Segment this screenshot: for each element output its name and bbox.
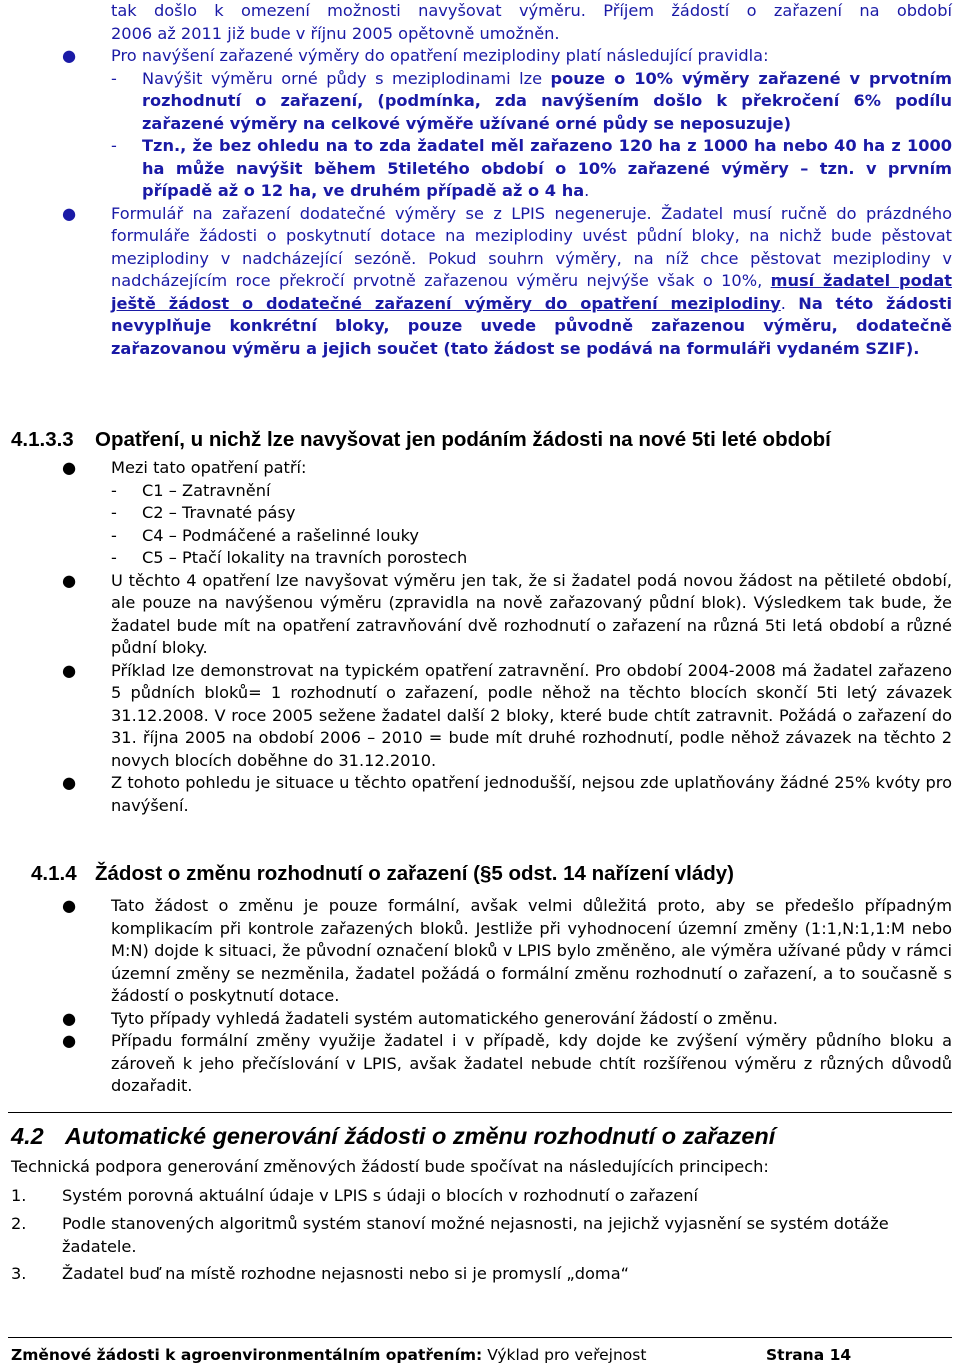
measure-item: - C2 – Travnaté pásy [111, 503, 296, 522]
list-item: ● Příklad lze demonstrovat na typickém opatření zatravnění. Pro období 2004-2008 má žadatel zařazeno 5 půdních bloků= 1 rozhodnutí o zařazení, podle něhož na těchto blocích skončí 5ti letý závazek 31.12.2008. V roce 2005 sežene žadatel další 2 bloky, které bude chtít zatravnit. Požádá o zařazení do 31. října 2005 na období 2006 – 2010 = bude mít druhé rozhodnutí, podle něhož závazek na těchto 2 novych blocích doběhne do 31.12.2010. [62, 660, 952, 770]
section-4-1-3-3-list [0, 457, 960, 817]
numbered-item: 3. Žadatel buď na místě rozhodne nejasnosti nebo si je promyslí „doma“ [11, 1264, 630, 1283]
section-divider [8, 1112, 952, 1113]
measure-item: - C1 – Zatravnění [111, 480, 271, 500]
measure-item: - C5 – Ptačí lokality na travních porostech [111, 548, 468, 567]
list-item: ● Pro navýšení zařazené výměry do opatření meziplodiny platí následující pravidla: - Navýšit výměru orné půdy s meziplodinami lze pouze o 10% výměry zařazené v prvotním rozhodnutí o zařazení, (podmínka, zda navýšením došlo k překročení 6% podílu zařazené výměry na celkové výměře užívané orné půdy se neposuzuje) - Tzn., že bez ohledu na to zda žadatel měl zařazeno 120 ha z 1000 ha nebo 40 ha z 1000 ha může navýšit během 5tiletého období o 10% zařazené výměry – tzn. v prvním případě až o 12 ha, ve druhém případě až o 4 ha. [0, 45, 960, 203]
rule-item: - Navýšit výměru orné půdy s meziplodinami lze pouze o 10% výměry zařazené v prvotním rozhodnutí o zařazení, (podmínka, zda navýšením došlo k překročení 6% podílu zařazené výměry na celkové výměře užívané orné půdy se neposuzuje) [111, 68, 952, 133]
footer-divider [8, 1337, 952, 1338]
section-heading-4-1-3-3: 4.1.3.3 Opatření, u nichž lze navyšovat jen podáním žádosti na nové 5ti leté období [11, 428, 831, 451]
bullet-icon: ● [62, 773, 77, 792]
section-4-1-4-list [0, 895, 960, 1098]
bullet-icon: ● [62, 570, 77, 590]
bullet-icon: ● [62, 203, 77, 223]
section-heading-4-2: 4.2 Automatické generování žádosti o změnu rozhodnutí o zařazení [11, 1123, 776, 1149]
list-item: ● Tyto případy vyhledá žadateli systém automatického generování žádostí o změnu. [0, 1008, 960, 1031]
section-4-2-intro: Technická podpora generování změnových žádostí bude spočívat na následujících principech: [11, 1157, 769, 1176]
bullet-icon: ● [62, 458, 77, 477]
list-item: ● Mezi tato opatření patří: - C1 – Zatravnění - C2 – Travnaté pásy - C4 – Podmáčené a rašelinné louky - C5 – Ptačí lokality na travních porostech [0, 457, 960, 570]
measure-item: - C4 – Podmáčené a rašelinné louky [111, 525, 419, 545]
list-item: ● Tato žádost o změnu je pouze formální, avšak velmi důležitá proto, aby se předešlo případným komplikacím při kontrole zařazených bloků. Jestliže při vyhodnocení územní změny (1:1,N:1,1:M nebo M:N) dojde k situaci, že původní označení bloků v LPIS bylo změněno, ale výměra užívané půdy v rámci územní změny se nezměnila, žadatel požádá o formální změnu rozhodnutí o zařazení, a to současně s žádostí o poskytnutí dotace. [62, 896, 952, 1005]
meziplodiny-rules-list [0, 45, 960, 360]
list-item: ● U těchto 4 opatření lze navyšovat výměru jen tak, že si žadatel podá novou žádost na pětileté období, ale pouze na navýšenou výměru (zpravidla na nově zařazovaný půdní blok). Výsledkem tak bude, že žadatel bude mít na opatření zatravňování dvě rozhodnutí o zařazení na různá 5ti letá období a různé půdní bloky. [62, 570, 952, 657]
section-heading-4-1-4: 4.1.4 Žádost o změnu rozhodnutí o zařazení (§5 odst. 14 nařízení vlády) [31, 862, 735, 885]
page-footer: Změnové žádosti k agroenvironmentálním opatřením: Výklad pro veřejnost Strana 14 [11, 1346, 852, 1364]
numbered-item: 1. Systém porovná aktuální údaje v LPIS s údaji o blocích v rozhodnutí o zařazení [11, 1186, 698, 1205]
bullet-icon: ● [62, 896, 77, 915]
continuation-text: tak došlo k omezení možnosti navyšovat výměru. Příjem žádostí o zařazení na období 2006 až 2011 již bude v říjnu 2005 opětovně umožněn. [111, 1, 952, 43]
list-item: ● Formulář na zařazení dodatečné výměry se z LPIS negeneruje. Žadatel musí ručně do prázdného formuláře žádosti o poskytnutí dotace na meziplodiny uvést půdní bloky, na nichž bude pěstovat meziplodiny v nadcházející sezóně. Pokud souhrn výměry, na níž chce pěstovat meziplodiny v nadcházejícím roce překročí prvotně zařazenou výměru nejvýše však o 10%, musí žadatel podat ještě žádost o dodatečné zařazení výměry do opatření meziplodiny. Na této žádosti nevyplňuje konkrétní bloky, pouze uvede původně zařazenou výměru, dodatečně zařazovanou výměru a jejich součet (tato žádost se podává na formuláři vydaném SZIF). [62, 203, 952, 358]
bullet-icon: ● [62, 1031, 77, 1050]
list-item: ● Případu formální změny využije žadatel i v případě, kdy dojde ke zvýšení výměry půdního bloku a zároveň k jeho přečíslování v LPIS, avšak žadatel nebude chtít rozšířenou výměru z různých důvodů dozařadit. [62, 1031, 952, 1095]
numbered-item: 2. Podle stanovených algoritmů systém stanoví možné nejasnosti, na jejichž vyjasnění se systém dotáže žadatele. [11, 1214, 889, 1256]
bullet-icon: ● [62, 1008, 77, 1028]
page-number: Strana 14 [766, 1346, 852, 1364]
bullet-icon: ● [62, 46, 77, 65]
list-item: ● Z tohoto pohledu je situace u těchto opatření jednodušší, nejsou zde uplatňovány žádné 25% kvóty pro navýšení. [62, 773, 952, 815]
bullet-icon: ● [62, 660, 77, 680]
rule-item: - Tzn., že bez ohledu na to zda žadatel měl zařazeno 120 ha z 1000 ha nebo 40 ha z 1000 ha může navýšit během 5tiletého období o 10% zařazené výměry – tzn. v prvním případě až o 12 ha, ve druhém případě až o 4 ha. [111, 136, 952, 200]
